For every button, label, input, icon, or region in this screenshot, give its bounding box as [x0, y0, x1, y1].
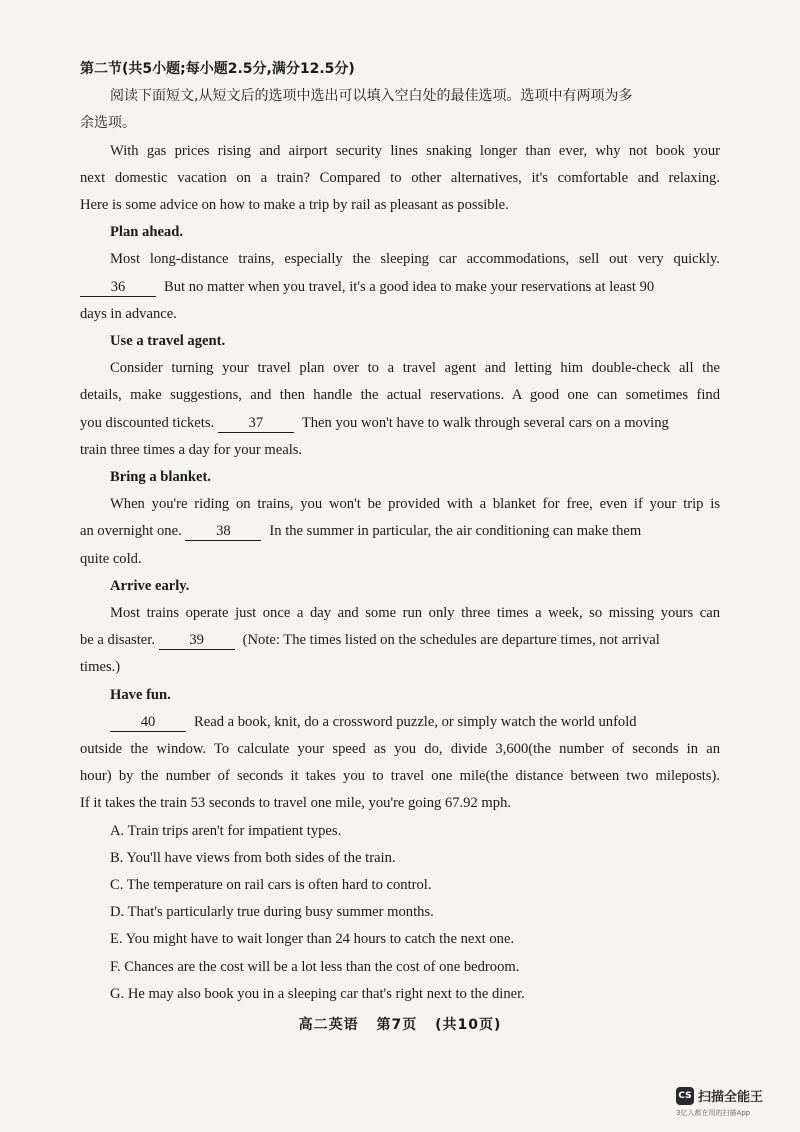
p1-line-2: 36 But no matter when you travel, it's a good idea to make your reservations at least 90: [80, 274, 720, 301]
footer-total: (共10页): [435, 1017, 502, 1033]
intro-line-2: next domestic vacation on a train? Compared to other alternatives, it's comfortable and relaxing.: [80, 169, 720, 186]
watermark-name: 扫描全能王: [698, 1090, 764, 1105]
intro-line-1: With gas prices rising and airport security lines snaking longer than ever, why not book your: [110, 142, 720, 159]
intro-line-3: Here is some advice on how to make a trip by rail as pleasant as possible.: [80, 196, 509, 213]
p1-line-3: days in advance.: [80, 305, 177, 322]
heading-travel-agent: Use a travel agent.: [110, 332, 226, 349]
heading-arrive-early: Arrive early.: [110, 577, 190, 594]
page-footer: [0, 1014, 800, 1034]
p3-line-1: When you're riding on trains, you won't be provided with a blanket for free, even if your trip is: [110, 496, 720, 513]
p2-line-3: you discounted tickets. 37 Then you won't have to walk through several cars on a moving: [80, 414, 669, 431]
option-c: C. The temperature on rail cars is often hard to control.: [110, 876, 432, 893]
option-g: G. He may also book you in a sleeping car that's right next to the diner.: [110, 985, 525, 1002]
p2-line-2: details, make suggestions, and then handle the actual reservations. A good one can sometimes find: [80, 387, 720, 404]
watermark-tagline: 3亿人都在用的扫描App: [676, 1109, 751, 1117]
blank-38[interactable]: 38: [185, 523, 261, 541]
heading-plan-ahead: Plan ahead.: [110, 224, 183, 241]
heading-blanket: Bring a blanket.: [110, 468, 211, 485]
footer-page: 第7页: [376, 1017, 418, 1033]
option-e: E. You might have to wait longer than 24 hours to catch the next one.: [110, 931, 515, 948]
p4-line-2: be a disaster. 39 (Note: The times listed on the schedules are departure times, not arrival: [80, 632, 660, 649]
instructions-line-2: 余选项。: [80, 115, 136, 132]
p4-line-3: times.): [80, 659, 121, 676]
p1-line-1: Most long-distance trains, especially the sleeping car accommodations, sell out very quickly.: [110, 251, 720, 268]
p5-line-1: 40 Read a book, knit, do a crossword puzzle, or simply watch the world unfold: [80, 709, 720, 736]
p4-line-1: Most trains operate just once a day and some run only three times a week, so missing yours can: [110, 604, 720, 621]
instructions-line-1: 阅读下面短文,从短文后的选项中选出可以填入空白处的最佳选项。选项中有两项为多: [110, 88, 633, 105]
blank-36[interactable]: 36: [80, 279, 156, 297]
exam-page: [80, 56, 720, 1008]
footer-subject: 高二英语: [298, 1017, 359, 1033]
scanner-watermark: [676, 1086, 796, 1118]
camscanner-logo-icon: CS: [676, 1087, 694, 1105]
heading-have-fun: Have fun.: [110, 686, 171, 703]
option-a: A. Train trips aren't for impatient types.: [110, 822, 342, 839]
section-title: 第二节(共5小题;每小题2.5分,满分12.5分): [80, 61, 355, 77]
p2-line-1: Consider turning your travel plan over to a travel agent and letting him double-check all the: [110, 360, 720, 377]
option-b: B. You'll have views from both sides of the train.: [110, 849, 396, 866]
p5-line-4: If it takes the train 53 seconds to travel one mile, you're going 67.92 mph.: [80, 795, 512, 812]
option-d: D. That's particularly true during busy summer months.: [110, 904, 434, 921]
blank-40[interactable]: 40: [110, 714, 186, 732]
option-f: F. Chances are the cost will be a lot less than the cost of one bedroom.: [110, 958, 520, 975]
p5-line-2: outside the window. To calculate your speed as you do, divide 3,600(the number of seconds in an: [80, 740, 720, 757]
blank-37[interactable]: 37: [218, 415, 294, 433]
p2-line-4: train three times a day for your meals.: [80, 441, 303, 458]
blank-39[interactable]: 39: [159, 632, 235, 650]
p3-line-3: quite cold.: [80, 550, 142, 567]
p3-line-2: an overnight one. 38 In the summer in particular, the air conditioning can make them: [80, 523, 642, 540]
p5-line-3: hour) by the number of seconds it takes you to travel one mile(the distance between two mileposts).: [80, 768, 720, 785]
